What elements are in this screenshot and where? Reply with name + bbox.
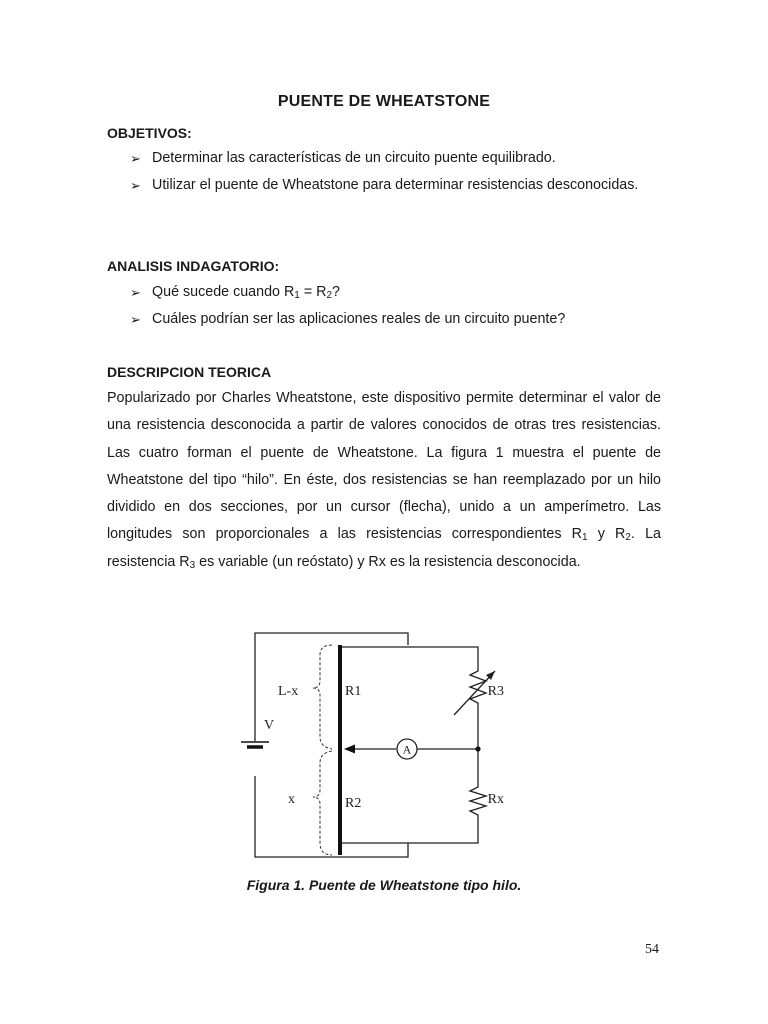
junction-node — [475, 746, 480, 751]
label-r1: R1 — [345, 684, 362, 699]
battery-icon — [241, 742, 269, 747]
objective-item-2 — [130, 172, 662, 199]
length-brace-top — [313, 645, 332, 749]
circuit-wires — [255, 633, 478, 857]
figure-caption: Figura 1. Puente de Wheatstone tipo hilo. — [246, 877, 522, 893]
label-rx: Rx — [487, 792, 504, 807]
objective-item-1 — [130, 145, 662, 172]
page-title: PUENTE DE WHEATSTONE — [277, 93, 491, 110]
objective-text-1: Determinar las características de un circuito puente equilibrado. — [152, 150, 556, 166]
analysis-text-1: Qué sucede cuando $R_1 = R_2$? — [152, 284, 340, 301]
analysis-item-2 — [130, 306, 662, 333]
objective-text-2: Utilizar el puente de Wheatstone para determinar resistencias desconocidas. — [152, 177, 639, 193]
cursor-arrow-icon — [344, 745, 355, 754]
resistor-r3-icon — [470, 663, 486, 711]
label-r2: R2 — [345, 796, 362, 811]
page-number: 54 — [645, 942, 659, 957]
wheatstone-circuit-diagram — [230, 625, 504, 865]
label-v: V — [264, 718, 275, 733]
label-l-minus-x: L-x — [278, 684, 299, 699]
analysis-heading: ANALISIS INDAGATORIO: — [107, 258, 280, 274]
objectives-heading: OBJETIVOS: — [107, 125, 192, 141]
arrowhead-bullet-icon: ➢ — [130, 312, 141, 327]
theory-heading: DESCRIPCION TEORICA — [107, 364, 272, 380]
analysis-text-2: Cuáles podrían ser las aplicaciones reales de un circuito puente? — [152, 311, 566, 327]
theory-paragraph: Popularizado por Charles Wheatstone, este dispositivo permite determinar el valor de una resistencia desconocida a partir de valores conocidos de otras tres resistencias. Las cuatro forman el puente de Wheatstone. La figura 1 muestra el puente de Wheatstone del tipo “hilo”. En éste, dos resistencias se han reemplazado por un hilo dividido en dos secciones, por un cursor (flecha), unido a un amperímetro. Las longitudes son proporcionales a las resistencias correspondientes $R_1$ y $R_2$. La resistencia $R_3$ es variable (un reóstato) y Rx es la resistencia desconocida. — [107, 390, 661, 571]
arrowhead-bullet-icon: ➢ — [130, 285, 141, 300]
ammeter-label: A — [402, 742, 412, 757]
label-x: x — [288, 792, 295, 807]
arrowhead-bullet-icon: ➢ — [130, 178, 141, 193]
length-brace-bottom — [313, 751, 332, 855]
resistor-rx-icon — [470, 781, 486, 817]
arrowhead-bullet-icon: ➢ — [130, 151, 141, 166]
label-r3: R3 — [487, 684, 504, 699]
analysis-item-1 — [130, 279, 662, 306]
